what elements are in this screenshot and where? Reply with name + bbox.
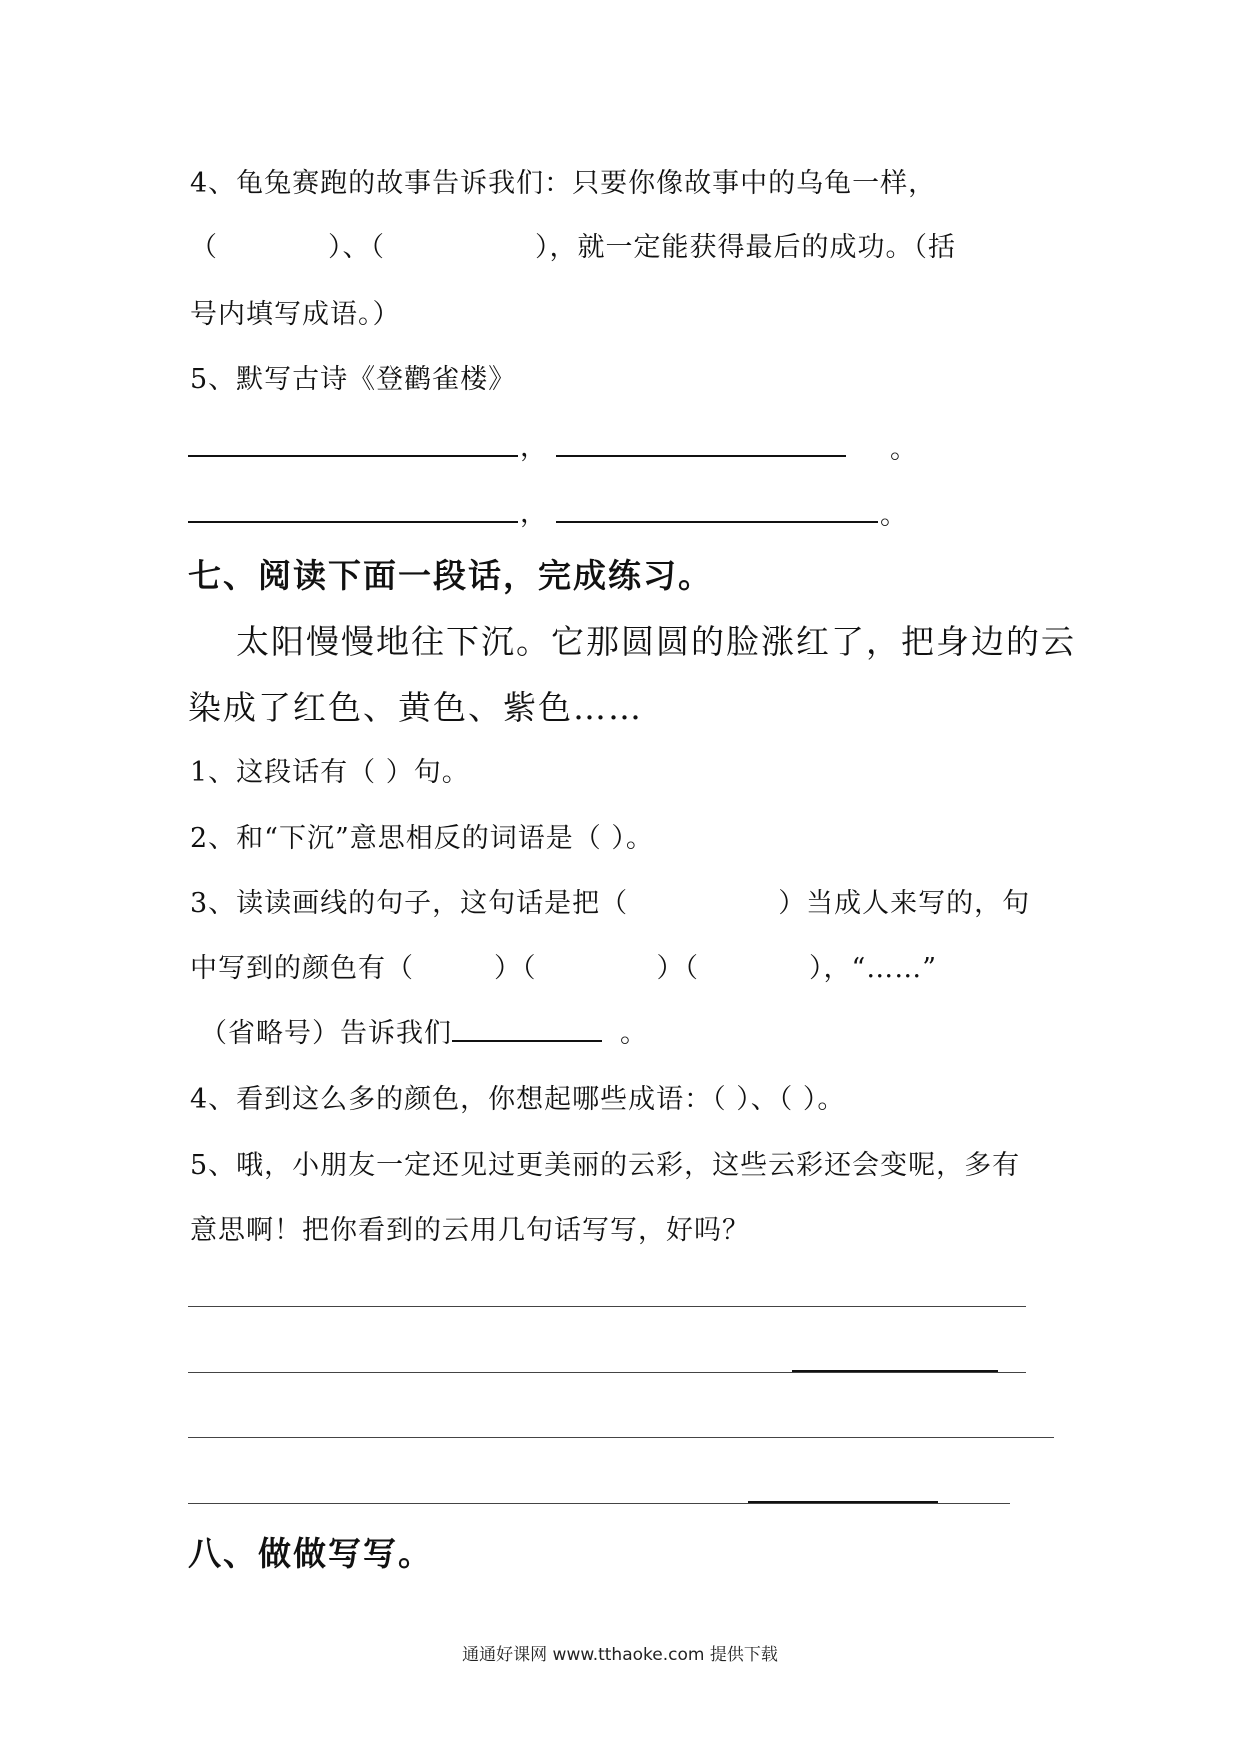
s7-q4: 4、看到这么多的颜色，你想起哪些成语：（ ）、（ ）。	[190, 1084, 846, 1115]
s7-q3-text-c: 中写到的颜色有（	[190, 953, 414, 984]
s7-q3-text-h: 。	[620, 1018, 648, 1049]
s7-q1: 1、这段话有（ ）句。	[190, 757, 470, 788]
writing-line-3[interactable]	[188, 1437, 1054, 1438]
section8-heading: 八、做做写写。	[188, 1534, 433, 1573]
s7-q3-text-f: ），“……”	[809, 953, 938, 984]
passage-line2: 染成了红色、黄色、紫色……	[188, 688, 643, 727]
s7-q5-line2: 意思啊！把你看到的云用几句话写写，好吗？	[190, 1215, 750, 1246]
s7-q3-line2	[190, 951, 937, 987]
writing-underline-4	[748, 1501, 938, 1503]
s7-q3-blank-ellipsis[interactable]	[452, 1016, 602, 1042]
poem-blank-3[interactable]	[188, 521, 518, 523]
s7-q3-text-b: ）当成人来写的，句	[778, 888, 1031, 919]
poem-comma-2: ，	[520, 498, 548, 529]
poem-blank-4[interactable]	[556, 521, 878, 523]
s7-q3-text-e: ）（	[656, 953, 699, 984]
writing-underline-2	[792, 1370, 998, 1372]
poem-comma-1: ，	[520, 432, 548, 463]
q4-separator: ）、（	[328, 232, 385, 263]
page-footer: 通通好课网 www.tthaoke.com 提供下载	[462, 1645, 778, 1665]
writing-line-4[interactable]	[188, 1503, 1010, 1504]
section7-heading: 七、阅读下面一段话，完成练习。	[188, 556, 713, 595]
poem-period-1: 。	[890, 434, 918, 465]
s7-q3-text-d: ）（	[494, 953, 537, 984]
q5-title: 5、默写古诗《登鹳雀楼》	[190, 364, 517, 395]
q4-line2	[190, 230, 956, 266]
poem-period-2: 。	[880, 500, 908, 531]
writing-line-2[interactable]	[188, 1372, 1026, 1373]
s7-q3-text-a: 3、读读画线的句子，这句话是把（	[190, 888, 629, 919]
q4-open-paren: （	[190, 232, 218, 263]
passage-line1: 太阳慢慢地往下沉。它那圆圆的脸涨红了，把身边的云	[236, 622, 1076, 661]
s7-q3-line1	[190, 886, 1030, 922]
poem-blank-2[interactable]	[556, 455, 846, 457]
s7-q5-line1: 5、哦，小朋友一定还见过更美丽的云彩，这些云彩还会变呢，多有	[190, 1150, 1021, 1181]
q4-line3: 号内填写成语。）	[190, 299, 401, 330]
q4-line2-rest: ），就一定能获得最后的成功。（括	[535, 232, 956, 263]
writing-line-1[interactable]	[188, 1306, 1026, 1307]
q4-line1: 4、龟兔赛跑的故事告诉我们：只要你像故事中的乌龟一样，	[190, 168, 937, 199]
s7-q2: 2、和“下沉”意思相反的词语是（ ）。	[190, 823, 654, 854]
poem-blank-1[interactable]	[188, 455, 518, 457]
s7-q3-text-g: （省略号）告诉我们	[200, 1018, 452, 1049]
s7-q3-line3	[200, 1016, 648, 1052]
